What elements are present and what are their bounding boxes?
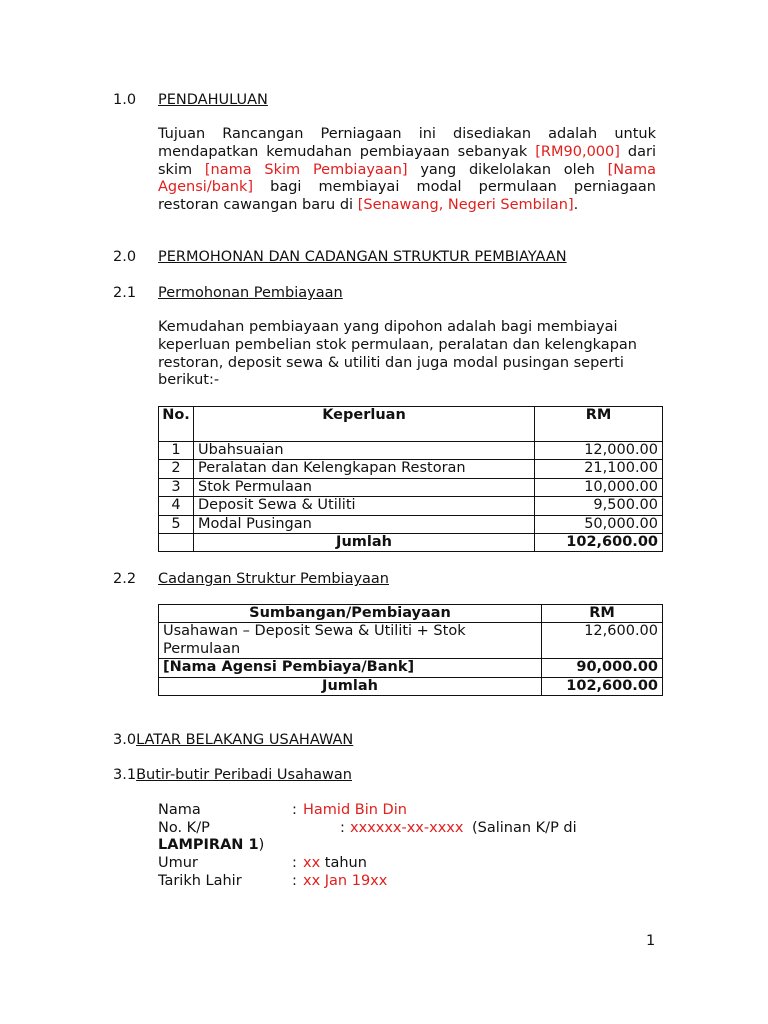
header-keperluan: Keperluan bbox=[194, 407, 535, 442]
lahir-colon: : bbox=[292, 873, 297, 889]
nama-colon: : bbox=[292, 802, 297, 818]
section-31-title: Butir-butir Peribadi Usahawan bbox=[136, 767, 352, 783]
table-total-row bbox=[159, 534, 663, 552]
table-row bbox=[159, 515, 663, 533]
row-no: 1 bbox=[159, 442, 194, 460]
request-paragraph: Kemudahan pembiayaan yang dipohon adalah bagi membiayai keperluan pembelian stok permulaan, peralatan dan kelengkapan restoran, deposit sewa & utiliti dan juga modal pusingan seperti berikut:- bbox=[158, 319, 637, 389]
intro-lokasi: [Senawang, Negeri Sembilan] bbox=[357, 197, 574, 214]
section-21-number: 2.1 bbox=[113, 285, 137, 301]
section-22-number: 2.2 bbox=[113, 571, 137, 587]
section-22-title: Cadangan Struktur Pembiayaan bbox=[158, 571, 389, 587]
section-2-number: 2.0 bbox=[113, 249, 137, 265]
row-no: 2 bbox=[159, 460, 194, 478]
intro-agensi: [Nama Agensi/bank] bbox=[158, 161, 657, 196]
row-no: 5 bbox=[159, 515, 194, 533]
table-header-row bbox=[159, 407, 663, 442]
intro-skim: [nama Skim Pembiayaan] bbox=[204, 161, 408, 178]
kp-value: xxxxxx-xx-xxxx bbox=[350, 820, 464, 836]
intro-amount: [RM90,000] bbox=[535, 143, 620, 160]
total-empty-cell bbox=[159, 534, 194, 552]
nama-label: Nama bbox=[158, 802, 201, 818]
table-total-row bbox=[159, 677, 663, 695]
total-value: 102,600.00 bbox=[535, 534, 663, 552]
row-no: 3 bbox=[159, 478, 194, 496]
total-label: Jumlah bbox=[159, 677, 542, 695]
section-31-number: 3.1 bbox=[113, 767, 137, 783]
intro-text-2: dari skim bbox=[158, 143, 656, 178]
row-rm: 12,600.00 bbox=[542, 623, 663, 659]
total-value: 102,600.00 bbox=[542, 677, 663, 695]
header-no: No. bbox=[159, 407, 194, 442]
row-item: Stok Permulaan bbox=[194, 478, 535, 496]
umur-unit: tahun bbox=[324, 855, 367, 871]
nama-value: Hamid Bin Din bbox=[303, 802, 407, 818]
row-rm: 50,000.00 bbox=[535, 515, 663, 533]
umur-value: xx bbox=[303, 855, 321, 871]
row-item: [Nama Agensi Pembiaya/Bank] bbox=[159, 659, 542, 677]
lampiran-line bbox=[158, 836, 264, 854]
financing-structure-table bbox=[158, 604, 663, 696]
umur-label: Umur bbox=[158, 855, 198, 871]
intro-text-3: yang dikelolakan oleh bbox=[407, 161, 608, 178]
umur-colon: : bbox=[292, 855, 297, 871]
lampiran-close: ) bbox=[258, 837, 265, 853]
section-3-title: LATAR BELAKANG USAHAWAN bbox=[136, 732, 354, 748]
section-21-title: Permohonan Pembiayaan bbox=[158, 285, 343, 301]
section-3-heading bbox=[113, 731, 353, 749]
table-row bbox=[159, 623, 663, 659]
table-row bbox=[159, 460, 663, 478]
header-rm: RM bbox=[535, 407, 663, 442]
section-3-number: 3.0 bbox=[113, 732, 137, 748]
table-row bbox=[159, 442, 663, 460]
row-no: 4 bbox=[159, 497, 194, 515]
kp-note: (Salinan K/P di bbox=[472, 820, 577, 836]
lahir-value: xx Jan 19xx bbox=[303, 873, 388, 889]
section-1-number: 1.0 bbox=[113, 92, 137, 108]
table-row bbox=[159, 497, 663, 515]
section-1-title: PENDAHULUAN bbox=[158, 92, 268, 108]
total-label: Jumlah bbox=[194, 534, 535, 552]
row-rm: 9,500.00 bbox=[535, 497, 663, 515]
row-item: Usahawan – Deposit Sewa & Utiliti + Stok Permulaan bbox=[159, 623, 542, 659]
row-item: Modal Pusingan bbox=[194, 515, 535, 533]
lampiran-label: LAMPIRAN 1 bbox=[158, 837, 259, 853]
kp-colon: : bbox=[340, 820, 345, 836]
kp-label: No. K/P bbox=[158, 820, 210, 836]
header-rm: RM bbox=[542, 605, 663, 623]
intro-text-1: Tujuan Rancangan Perniagaan ini disediakan adalah untuk mendapatkan kemudahan pembiayaan sebanyak bbox=[158, 126, 656, 160]
row-rm: 90,000.00 bbox=[542, 659, 663, 677]
page-number: 1 bbox=[646, 933, 656, 949]
row-rm: 10,000.00 bbox=[535, 478, 663, 496]
header-sumbangan: Sumbangan/Pembiayaan bbox=[159, 605, 542, 623]
table-row bbox=[159, 478, 663, 496]
requirements-table bbox=[158, 406, 663, 552]
row-item: Deposit Sewa & Utiliti bbox=[194, 497, 535, 515]
intro-paragraph bbox=[158, 126, 656, 215]
section-31-heading bbox=[113, 766, 352, 784]
row-rm: 12,000.00 bbox=[535, 442, 663, 460]
umur-field bbox=[303, 854, 367, 872]
row-rm: 21,100.00 bbox=[535, 460, 663, 478]
section-2-title: PERMOHONAN DAN CADANGAN STRUKTUR PEMBIAYAAN bbox=[158, 249, 567, 265]
row-item: Ubahsuaian bbox=[194, 442, 535, 460]
table-row bbox=[159, 659, 663, 677]
table-header-row bbox=[159, 605, 663, 623]
intro-text-5: . bbox=[573, 197, 579, 214]
intro-text-4: bagi membiayai modal permulaan perniagaan restoran cawangan baru di bbox=[158, 179, 656, 214]
lahir-label: Tarikh Lahir bbox=[158, 873, 242, 889]
row-item: Peralatan dan Kelengkapan Restoran bbox=[194, 460, 535, 478]
